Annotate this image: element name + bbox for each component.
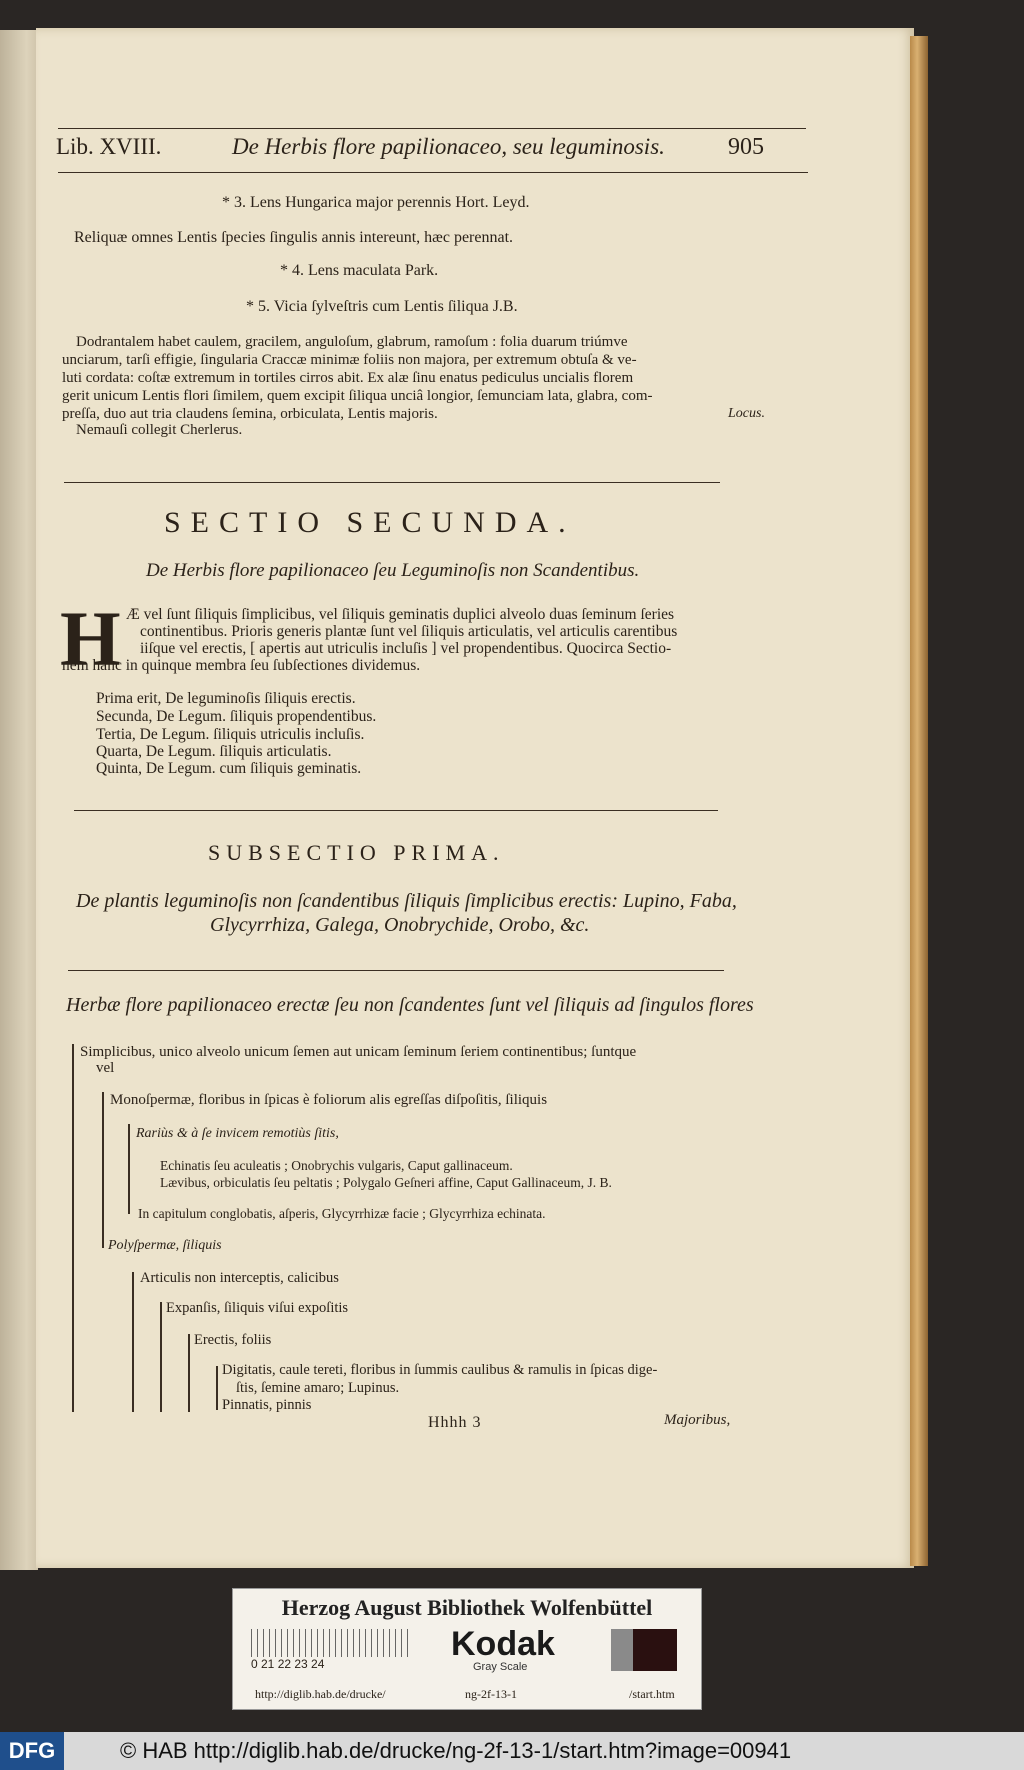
gray-scale-label: Gray Scale xyxy=(473,1661,528,1673)
previous-page-edge xyxy=(0,30,38,1570)
key-line: Digitatis, caule tereti, floribus in ſummis caulibus & ramulis in ſpicas dige- xyxy=(222,1362,658,1378)
subsection-subtitle-line1: De plantis leguminoſis non ſcandentibus ſiliquis ſimplicibus erectis: Lupino, Faba, xyxy=(76,890,737,912)
dark-swatch xyxy=(633,1629,677,1671)
list-item: Prima erit, De leguminoſis ſiliquis erectis. xyxy=(96,690,356,707)
section-heading: SECTIO SECUNDA. xyxy=(164,506,576,539)
drop-cap: H xyxy=(60,595,121,682)
library-name: Herzog August Bibliothek Wolfenbüttel xyxy=(281,1595,653,1620)
subsection-rule xyxy=(74,810,718,811)
key-brace-6 xyxy=(188,1334,190,1412)
ruler-numbers: 0 21 22 23 24 xyxy=(251,1657,325,1671)
key-line: Echinatis ſeu aculeatis ; Onobrychis vulgaris, Caput gallinaceum. xyxy=(160,1158,513,1173)
key-line: ſtis, ſemine amaro; Lupinus. xyxy=(236,1380,400,1396)
entry-4: * 4. Lens maculata Park. xyxy=(280,262,439,279)
key-line: Articulis non interceptis, calicibus xyxy=(140,1270,339,1286)
key-brace-4 xyxy=(132,1272,134,1412)
key-line: Rariùs & à ſe invicem remotiùs ſitis, xyxy=(136,1126,339,1141)
book-page xyxy=(36,28,914,1568)
catchword: Majoribus, xyxy=(664,1412,731,1428)
section-subtitle: De Herbis flore papilionaceo ſeu Leguminoſis non Scandentibus. xyxy=(146,560,640,581)
key-line: vel xyxy=(96,1060,115,1076)
entry-3: * 3. Lens Hungarica major perennis Hort. Leyd. xyxy=(222,194,530,211)
list-item: Tertia, De Legum. ſiliquis utriculis incluſis. xyxy=(96,726,365,743)
subsection-heading: SUBSECTIO PRIMA. xyxy=(208,840,505,865)
card-url: http://diglib.hab.de/drucke/ ng-2f-13-1 /start.htm xyxy=(255,1687,675,1701)
key-brace-3 xyxy=(128,1124,130,1214)
header-rule-bottom xyxy=(58,172,808,173)
entry-note: Reliquæ omnes Lentis ſpecies ſingulis annis intereunt, hæc perennat. xyxy=(74,229,514,246)
key-line: Expanſis, ſiliquis viſui expoſitis xyxy=(166,1300,349,1316)
key-rule xyxy=(68,970,724,971)
section-rule xyxy=(64,482,720,483)
credit-link[interactable]: © HAB http://diglib.hab.de/drucke/ng-2f-13-1/start.htm?image=00941 xyxy=(120,1738,792,1763)
margin-note: Locus. xyxy=(728,406,765,421)
subsection-subtitle-line2: Glycyrrhiza, Galega, Onobrychide, Orobo, &c. xyxy=(210,914,590,936)
gray-swatch xyxy=(611,1629,633,1671)
color-reference-card xyxy=(232,1588,702,1710)
signature-mark: Hhhh 3 xyxy=(428,1414,482,1431)
page-number: 905 xyxy=(728,134,764,160)
footer-bar xyxy=(0,1732,1024,1770)
list-item: Secunda, De Legum. ſiliquis propendentibus. xyxy=(96,708,377,725)
header-rule-top xyxy=(58,128,806,129)
key-heading: Herbæ flore papilionaceo erectæ ſeu non ſcandentes ſunt vel ſiliquis ad ſingulos flores xyxy=(66,994,754,1016)
list-item: Quinta, De Legum. cum ſiliquis geminatis. xyxy=(96,760,362,777)
key-line: Monoſpermæ, floribus in ſpicas è foliorum alis egreſſas diſpoſitis, ſiliquis xyxy=(110,1092,548,1108)
dfg-logo: DFG xyxy=(0,1732,64,1770)
key-line: Lævibus, orbiculatis ſeu peltatis ; Polygalo Geſneri affine, Caput Gallinaceum, J. B. xyxy=(160,1175,612,1190)
key-line: In capitulum conglobatis, aſperis, Glycyrrhizæ facie ; Glycyrrhiza echinata. xyxy=(138,1206,546,1221)
key-brace-5 xyxy=(160,1302,162,1412)
kodak-logo: Kodak xyxy=(451,1625,555,1663)
key-brace-1 xyxy=(72,1044,74,1412)
key-line: Simplicibus, unico alveolo unicum ſemen aut unicam ſeminum ſeriem continentibus; ſuntque xyxy=(80,1044,637,1060)
book-number: Lib. XVIII. xyxy=(56,134,162,159)
key-brace-2 xyxy=(102,1092,104,1248)
key-line: Pinnatis, pinnis xyxy=(222,1397,312,1413)
key-line: Polyſpermæ, ſiliquis xyxy=(108,1238,222,1253)
key-line: Erectis, foliis xyxy=(194,1332,272,1348)
key-brace-7 xyxy=(216,1366,218,1410)
running-title: De Herbis flore papilionaceo, seu leguminosis. xyxy=(232,134,665,159)
ruler-scale xyxy=(251,1629,411,1657)
list-item: Quarta, De Legum. ſiliquis articulatis. xyxy=(96,743,332,760)
gilt-page-edges xyxy=(910,36,928,1566)
entry-5: * 5. Vicia ſylveſtris cum Lentis ſiliqua J.B. xyxy=(246,298,518,315)
